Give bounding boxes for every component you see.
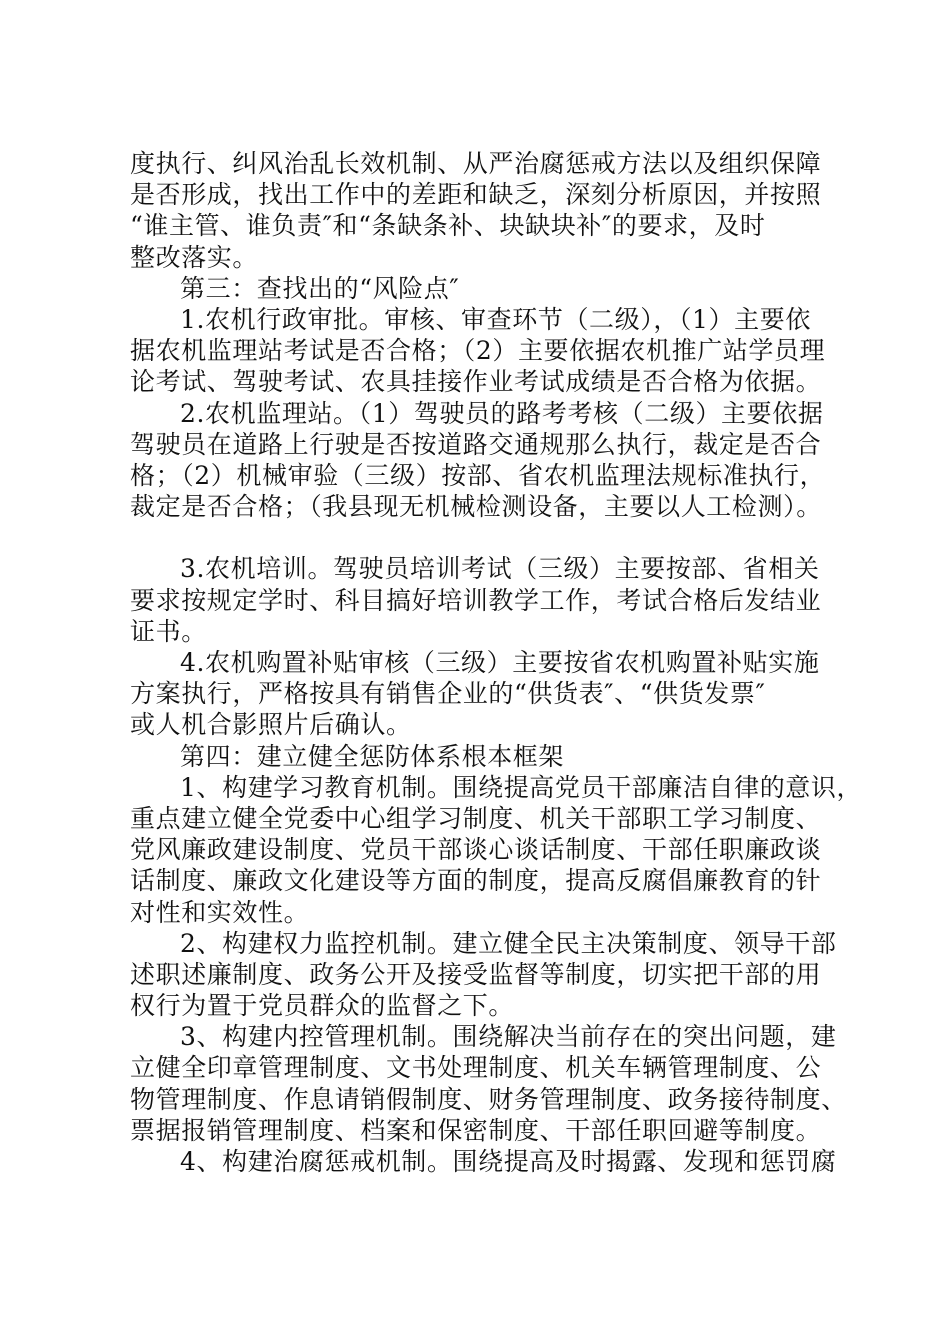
text-line: 立健全印章管理制度、文书处理制度、机关车辆管理制度、公 — [130, 1053, 822, 1083]
text-line: 1.农机行政审批。审核、审查环节（二级），（1）主要依 — [180, 304, 811, 334]
text-line: 要求按规定学时、科目搞好培训教学工作，考试合格后发结业 — [130, 585, 822, 615]
text-line: 2、构建权力监控机制。建立健全民主决策制度、领导干部 — [180, 928, 837, 958]
text-line: 裁定是否合格；（我县现无机械检测设备，主要以人工检测）。 — [130, 492, 822, 522]
text-line: 论考试、驾驶考试、农具挂接作业考试成绩是否合格为依据。 — [130, 367, 822, 397]
text-line: 4、构建治腐惩戒机制。围绕提高及时揭露、发现和惩罚腐 — [180, 1147, 837, 1176]
text-line: 党风廉政建设制度、党员干部谈心谈话制度、干部任职廉政谈 — [130, 835, 822, 865]
text-line: 是否形成，找出工作中的差距和缺乏，深刻分析原因，并按照 — [130, 180, 822, 210]
text-line: 证书。 — [130, 616, 207, 646]
document-body — [130, 148, 863, 1177]
text-line: 4.农机购置补贴审核（三级）主要按省农机购置补贴实施 — [180, 648, 820, 677]
text-line: 据农机监理站考试是否合格；（2）主要依据农机推广站学员理 — [130, 336, 826, 366]
section-heading-3: 第三：查找出的“风险点″ — [180, 273, 460, 303]
text-line: 物管理制度、作息请销假制度、财务管理制度、政务接待制度、 — [130, 1084, 847, 1114]
text-line: 度执行、纠风治乱长效机制、从严治腐惩戒方法以及组织保障 — [130, 149, 822, 178]
text-line: 整改落实。 — [130, 242, 259, 272]
text-line: 权行为置于党员群众的监督之下。 — [130, 991, 515, 1021]
text-line: 驾驶员在道路上行驶是否按道路交通规那么执行，裁定是否合 — [130, 429, 822, 459]
text-line: 或人机合影照片后确认。 — [130, 710, 412, 740]
text-line: 重点建立健全党委中心组学习制度、机关干部职工学习制度、 — [130, 803, 822, 833]
text-line: 2.农机监理站。（1）驾驶员的路考考核（二级）主要依据 — [180, 398, 824, 428]
blank-line — [130, 522, 830, 553]
text-line: 3、构建内控管理机制。围绕解决当前存在的突出问题，建 — [180, 1022, 837, 1052]
text-line: “谁主管、谁负责″和“条缺条补、块缺块补″的要求，及时 — [130, 211, 766, 241]
text-line: 票据报销管理制度、档案和保密制度、干部任职回避等制度。 — [130, 1115, 822, 1145]
text-line: 述职述廉制度、政务公开及接受监督等制度，切实把干部的用 — [130, 959, 822, 989]
text-line: 3.农机培训。驾驶员培训考试（三级）主要按部、省相关 — [180, 554, 820, 584]
text-line: 方案执行，严格按具有销售企业的“供货表″、“供货发票″ — [130, 679, 766, 709]
text-line: 1、构建学习教育机制。围绕提高党员干部廉洁自律的意识， — [180, 772, 863, 802]
text-line: 话制度、廉政文化建设等方面的制度，提高反腐倡廉教育的针 — [130, 866, 822, 896]
text-line: 格；（2）机械审验（三级）按部、省农机监理法规标准执行， — [130, 460, 826, 490]
text-line: 对性和实效性。 — [130, 897, 310, 927]
section-heading-4: 第四：建立健全惩防体系根本框架 — [180, 741, 565, 771]
